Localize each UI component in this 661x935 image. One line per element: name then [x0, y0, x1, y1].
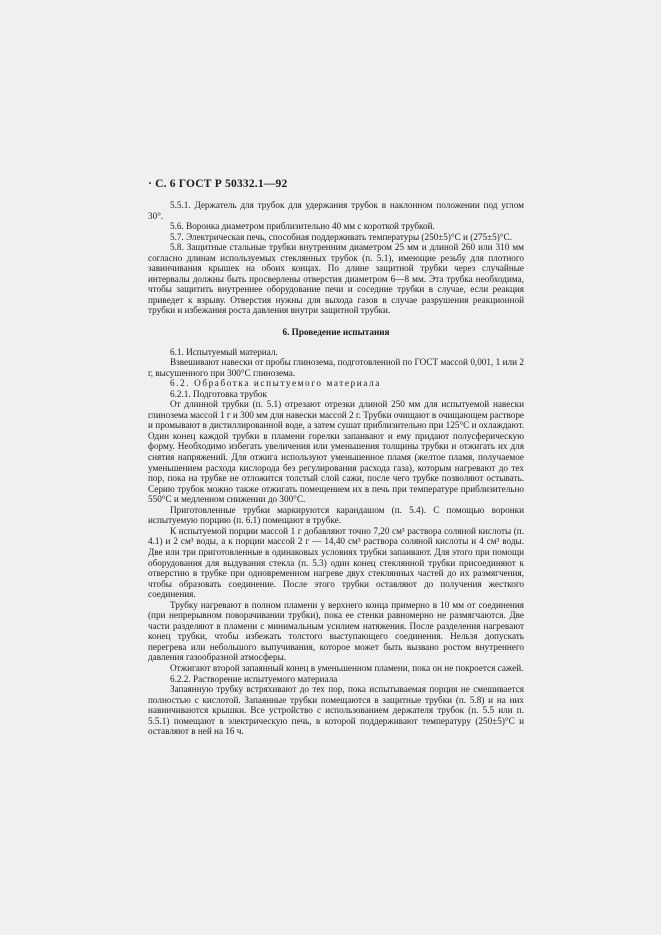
paragraph-5-8: 5.8. Защитные стальные трубки внутренним диаметром 25 мм и длиной 260 или 310 мм согласно длинам используемых стеклянных трубок (п. 5.1), имеющие резьбу для плотного завинчивания крышек на обоих концах. По длине защитной трубки через случайные интервалы должны быть просверлены отверстия диаметром 6—8 мм. Эта трубка необходима, чтобы защитить внутреннее оборудование печи и соседние трубки в случае, если реакция приведет к взрыву. Отверстия нужны для выхода газов в случае разрушения реакционной трубки и избежания роста давления внутри защитной трубки.: [148, 242, 524, 316]
subsection-6-1-heading: 6.1. Испытуемый материал.: [170, 346, 278, 357]
subsection-6-2-1-heading: 6.2.1. Подготовка трубок: [170, 388, 267, 399]
paragraph-6-1: Взвешивают навески от пробы глинозема, подготовленной по ГОСТ массой 0,001, 1 или 2 г, высушенного при 300°С глинозема.: [148, 357, 524, 378]
body-text: [148, 200, 524, 737]
paragraph-5-7: 5.7. Электрическая печь, способная поддерживать температуры (250±5)°С и (275±5)°С.: [170, 231, 512, 242]
paragraph-anneal: Отжигают второй запаянный конец в уменьшенном пламени, пока он не покроется сажей.: [170, 662, 524, 673]
section-6-title: 6. Проведение испытания: [282, 327, 390, 338]
paragraph-acid: К испытуемой порции массой 1 г добавляют точно 7,20 см³ раствора соляной кислоты (п. 4.1) и 2 см³ воды, а к порции массой 2 г — 14,40 см³ раствора соляной кислоты и 4 см³ воды. Две или три приготовленные в одинаковых условиях трубки запаивают. Для этого при помощи оборудования для выдувания стекла (п. 5.3) один конец стеклянной трубки присоединяют к отверстию в трубке при одновременном нагреве двух стеклянных частей до их размягчения, чтобы образовать соединение. После этого трубки оставляют до получения жесткого соединения.: [148, 525, 524, 600]
paragraph-5-6: 5.6. Воронка диаметром приблизительно 40 мм с короткой трубкой.: [170, 221, 435, 232]
paragraph-marking: Приготовленные трубки маркируются карандашом (п. 5.4). С помощью воронки испытуемую порцию (п. 6.1) помещают в трубке.: [148, 504, 524, 526]
paragraph-6-2-2: Запаянную трубку встряхивают до тех пор, пока испытываемая порция не смешивается полностью с кислотой. Запаянные трубки помещаются в защитные трубки (п. 5.8) и на них навинчиваются крышки. Все устройство с использованием держателя трубок (п. 5.5 или п. 5.5.1) помещают в электрическую печь, в которой поддерживают температуру (250±5)°С и оставляют в ней на 16 ч.: [148, 684, 524, 737]
paragraph-heat: Трубку нагревают в полном пламени у верхнего конца примерно в 10 мм от соединения (при непрерывном поворачивании трубки), пока ее стенки равномерно не размягчаются. Две части разделяют в пламени с минимальным усилием натяжения. После разделения нагревают конец трубки, чтобы избежать толстого выступающего соединения. Нельзя допускать перегрева или небольшого выпучивания, которое может быть вызвано ростом внутреннего давления газообразной атмосферы.: [148, 599, 524, 663]
subsection-6-2-2-heading: 6.2.2. Растворение испытуемого материала: [170, 673, 338, 684]
paragraph-5-5-1: 5.5.1. Держатель для трубок для удержания трубок в наклонном положении под углом 30°.: [148, 200, 524, 221]
paragraph-6-2-1: От длинной трубки (п. 5.1) отрезают отрезки длиной 250 мм для испытуемой навески глинозема массой 1 г и 300 мм для навески массой 2 г. Трубки очищают в очищающем растворе и промывают в дистиллированной воде, а затем сушат приблизительно при 125°С и охлаждают. Один конец каждой трубки в пламени горелки запаивают и ему придают полусферическую форму. Необходимо избегать увеличения или уменьшения толщины трубки и отжигать их для снятия напряжений. Для отжига используют уменьшенное пламя (желтое пламя, получаемое уменьшением расхода кислорода без регулирования расхода газа), которым нагревают до тех пор, пока на трубке не отложится толстый слой сажи, после чего трубке позволяют остывать. Серию трубок можно также отжигать помещением их в печь при температуре приблизительно 550°С и медленном снижении до 300°С.: [148, 399, 525, 505]
subsection-6-2-heading: 6.2. Обработка испытуемого материала: [170, 378, 381, 389]
running-head: · С. 6 ГОСТ Р 50332.1—92: [148, 178, 288, 190]
